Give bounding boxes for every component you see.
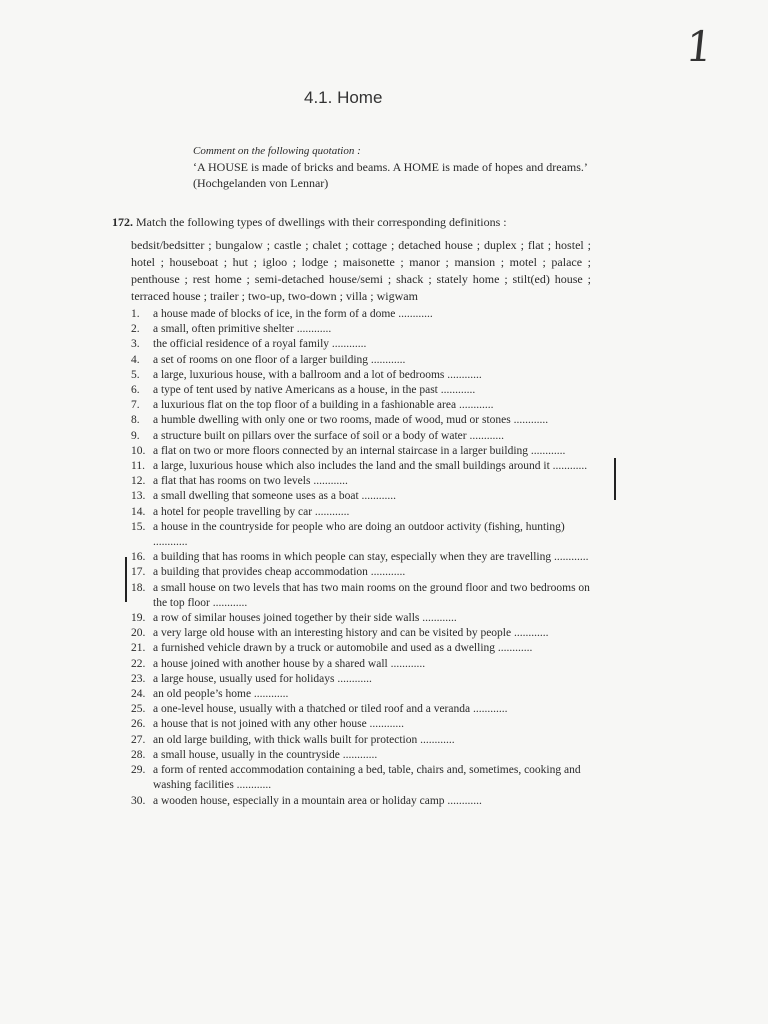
definition-item xyxy=(131,322,591,337)
exercise-number: 172. xyxy=(112,215,133,229)
definition-item xyxy=(131,687,591,702)
definition-text: a small house on two levels that has two main rooms on the ground floor and two bedrooms on the top floor ............ xyxy=(153,581,590,609)
definition-item xyxy=(131,763,591,793)
definition-number: 19. xyxy=(131,612,146,625)
definition-item xyxy=(131,641,591,656)
margin-mark-left xyxy=(125,557,127,602)
definition-item xyxy=(131,581,591,611)
definition-text: a small dwelling that someone uses as a boat ............ xyxy=(153,490,397,503)
definition-number: 11. xyxy=(131,460,145,473)
definition-item xyxy=(131,489,591,504)
word-list: bedsit/bedsitter ; bungalow ; castle ; chalet ; cottage ; detached house ; duplex ; flat ; hostel ; hotel ; houseboat ; hut ; igloo ; lodge ; maisonette ; manor ; mansion ; motel ; palace ; penthouse ; rest home ; semi-detached house/semi ; shack ; stately home ; stilt(ed) house ; terraced house ; trailer ; two-up, two-down ; villa ; wigwam xyxy=(131,238,591,303)
definition-number: 28. xyxy=(131,748,146,761)
definition-number: 20. xyxy=(131,627,146,640)
definition-text: a large, luxurious house which also includes the land and the small buildings around it ............ xyxy=(153,460,588,473)
definition-item xyxy=(131,733,591,748)
definition-item xyxy=(131,794,591,809)
definition-text: a form of rented accommodation containing a bed, table, chairs and, sometimes, cooking and washing facilities ............ xyxy=(153,764,581,792)
definition-item xyxy=(131,337,591,352)
definition-text: a small house, usually in the countryside ............ xyxy=(153,748,378,761)
definition-number: 4. xyxy=(131,353,140,366)
definition-number: 21. xyxy=(131,642,146,655)
definition-number: 10. xyxy=(131,444,146,457)
definition-text: a humble dwelling with only one or two rooms, made of wood, mud or stones ............ xyxy=(153,414,549,427)
quote-text: ‘A HOUSE is made of bricks and beams. A HOME is made of hopes and dreams.’ (Hochgelanden von Lennar) xyxy=(193,160,588,190)
section-title: 4.1. Home xyxy=(304,88,383,107)
definition-text: a small, often primitive shelter ............ xyxy=(153,323,332,336)
definition-item xyxy=(131,505,591,520)
definition-number: 13. xyxy=(131,490,146,503)
definition-number: 25. xyxy=(131,703,146,716)
exercise-header xyxy=(112,215,582,230)
definition-number: 26. xyxy=(131,718,146,731)
definition-item xyxy=(131,474,591,489)
definition-item xyxy=(131,717,591,732)
definition-number: 29. xyxy=(131,764,146,777)
definition-number: 12. xyxy=(131,475,146,488)
definition-text: a set of rooms on one floor of a larger building ............ xyxy=(153,353,406,366)
definition-number: 6. xyxy=(131,384,140,397)
definition-number: 1. xyxy=(131,308,140,320)
definition-text: an old large building, with thick walls built for protection ............ xyxy=(153,733,455,746)
exercise-instruction: Match the following types of dwellings with their corresponding definitions : xyxy=(136,215,507,229)
definition-item xyxy=(131,672,591,687)
definition-item xyxy=(131,398,591,413)
definition-item xyxy=(131,444,591,459)
definition-number: 5. xyxy=(131,368,140,381)
definition-text: a structure built on pillars over the surface of soil or a body of water ............ xyxy=(153,429,504,442)
definition-text: a large house, usually used for holidays ............ xyxy=(153,672,372,685)
definition-number: 2. xyxy=(131,323,140,336)
definition-number: 7. xyxy=(131,399,140,412)
handwritten-page-number: 1 xyxy=(683,22,716,71)
definition-text: a flat that has rooms on two levels ............ xyxy=(153,475,348,488)
definition-item xyxy=(131,702,591,717)
definition-text: a one-level house, usually with a thatched or tiled roof and a veranda ............ xyxy=(153,703,508,716)
definition-item xyxy=(131,429,591,444)
definition-text: a house in the countryside for people who are doing an outdoor activity (fishing, hunting) ............ xyxy=(153,520,565,549)
definition-number: 30. xyxy=(131,794,146,807)
definition-item xyxy=(131,565,591,580)
definition-number: 14. xyxy=(131,505,146,518)
definition-item xyxy=(131,550,591,565)
definition-number: 3. xyxy=(131,338,140,351)
definition-text: a luxurious flat on the top floor of a building in a fashionable area ............ xyxy=(153,399,494,412)
definition-text: a house joined with another house by a shared wall ............ xyxy=(153,657,426,670)
definition-item xyxy=(131,520,591,550)
definition-number: 23. xyxy=(131,672,146,685)
margin-mark-right xyxy=(614,458,616,500)
definition-text: a very large old house with an interesting history and can be visited by people ............ xyxy=(153,627,549,640)
definition-text: a large, luxurious house, with a ballroom and a lot of bedrooms ............ xyxy=(153,368,482,381)
definition-number: 17. xyxy=(131,566,146,579)
quote-intro: Comment on the following quotation : xyxy=(193,145,361,157)
definition-number: 22. xyxy=(131,657,146,670)
definition-item xyxy=(131,626,591,641)
definition-text: a hotel for people travelling by car ............ xyxy=(153,505,350,518)
definition-item xyxy=(131,383,591,398)
definition-text: the official residence of a royal family ............ xyxy=(153,338,367,351)
quote-block xyxy=(193,143,593,191)
definition-item xyxy=(131,459,591,474)
definition-text: a type of tent used by native Americans as a house, in the past ............ xyxy=(153,384,476,397)
definition-number: 18. xyxy=(131,581,146,594)
definition-item xyxy=(131,748,591,763)
definition-number: 27. xyxy=(131,733,146,746)
definition-text: a building that has rooms in which people can stay, especially when they are travelling ............ xyxy=(153,551,589,564)
definition-text: a furnished vehicle drawn by a truck or automobile and used as a dwelling ............ xyxy=(153,642,533,655)
definition-text: a wooden house, especially in a mountain area or holiday camp ............ xyxy=(153,794,482,807)
definition-number: 24. xyxy=(131,688,146,701)
definition-item xyxy=(131,307,591,322)
definition-item xyxy=(131,368,591,383)
definition-number: 8. xyxy=(131,414,140,427)
definition-text: an old people’s home ............ xyxy=(153,688,289,701)
definition-number: 15. xyxy=(131,520,146,533)
definition-item xyxy=(131,413,591,428)
definition-text: a house that is not joined with any other house ............ xyxy=(153,718,405,731)
definition-item xyxy=(131,657,591,672)
definition-item xyxy=(131,353,591,368)
definition-text: a building that provides cheap accommodation ............ xyxy=(153,566,406,579)
definitions-list xyxy=(131,307,591,809)
definition-number: 16. xyxy=(131,551,146,564)
definition-text: a row of similar houses joined together by their side walls ............ xyxy=(153,612,457,625)
definition-text: a house made of blocks of ice, in the form of a dome ............ xyxy=(153,308,433,320)
definition-text: a flat on two or more floors connected by an internal staircase in a larger building ............ xyxy=(153,444,566,457)
definition-item xyxy=(131,611,591,626)
definition-number: 9. xyxy=(131,429,140,442)
